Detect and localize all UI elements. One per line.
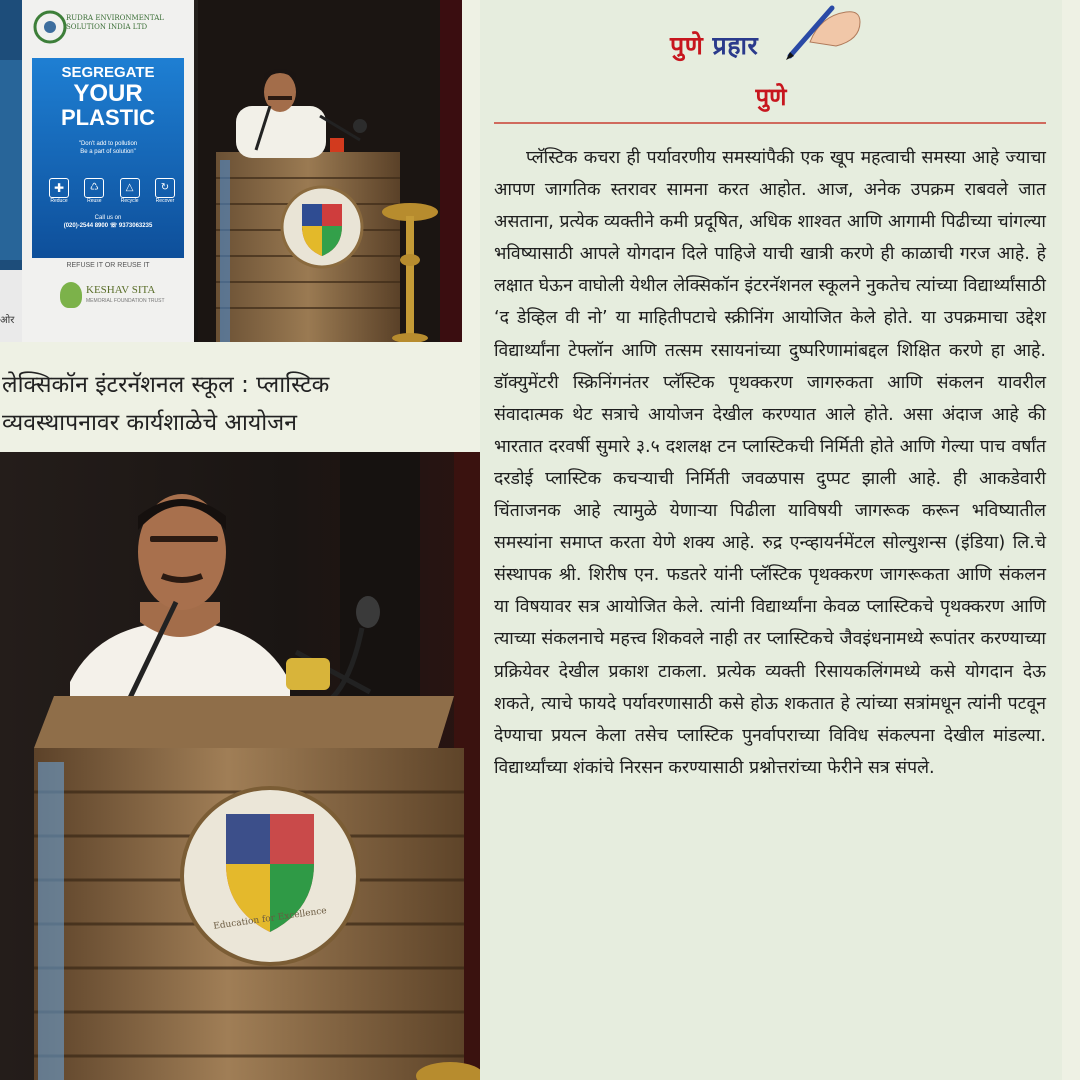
- podium-motto: Education for Excellence: [212, 906, 328, 932]
- newspaper-masthead: [670, 28, 758, 62]
- banner-line-2: YOUR: [73, 80, 143, 107]
- plus-icon: ✚: [49, 178, 69, 198]
- article-panel: [480, 0, 1062, 1080]
- masthead-part-2: प्रहार: [712, 31, 759, 60]
- hand-pen-icon: [780, 2, 862, 60]
- step-recycle: △ Recycle: [117, 178, 143, 204]
- step-reduce: ✚ Reduce: [46, 178, 72, 204]
- banner-steps: [46, 178, 178, 204]
- step-recover: ↻ Recover: [152, 178, 178, 204]
- banner-headline: [32, 64, 184, 156]
- banner-org: RUDRA ENVIRONMENTAL SOLUTION INDIA LTD: [66, 14, 164, 31]
- podium-closeup: [34, 696, 464, 1080]
- article-body: प्लॅस्टिक कचरा ही पर्यावरणीय समस्यांपैकी एक खूप महत्वाची समस्या आहे ज्याचा आपण जागतिक स्तरावर सामना करत आहोत. आज, अनेक उपक्रम राबवले जात असताना, प्रत्येक व्यक्तीने कमी प्रदूषित, अधिक शाश्वत आणि आगामी पिढीच्या चांगल्या भविष्यासाठी आपले योगदान दिले पाहिजे याची खात्री करणे ही काळाची गरज आहे. हे लक्षात घेऊन वाघोली येथील लेक्सिकॉन इंटरनॅशनल स्कूलने नुकतेच त्यांच्या विद्यार्थ्यांसाठी ‘द डेव्हिल वी नो’ या माहितीपटाचे स्क्रीनिंग आयोजित केले होते. या उपक्रमाचा उद्देश विद्यार्थ्यांना टेफ्लॉन आणि तत्सम रसायनांच्या दुष्परिणामांबद्दल शिक्षित करणे हा आहे. डॉक्युमेंटरी स्क्रिनिंगनंतर प्लॅस्टिक पृथक्करण जागरुकता आणि संकलन यावरील संवादात्मक थेट सत्राचे आयोजन देखील करण्यात आले होते. असा अंदाज आहे की भारतात दरवर्षी सुमारे ३.५ दशलक्ष टन प्लास्टिकची निर्मिती होते आणि गेल्या पाच वर्षांत दरडोई प्लास्टिक कचऱ्याची निर्मिती जवळपास दुप्पट झाली आहे. ही आकडेवारी चिंताजनक आहे त्यामुळे येणाऱ्या पिढीला याविषयी जागरूक करून भविष्यातील समस्यांना समाप्त करता येणे शक्य आहे. रुद्र एन्व्हायर्नमेंटल सोल्युशन्स (इंडिया) लि.चे संस्थापक श्री. शिरीष एन. फडतरे यांनी प्लॅस्टिक पृथक्करण जागरूकता आणि संकलन या विषयावर सत्र आयोजित केले. त्यांनी विद्यार्थ्यांना केवळ प्लास्टिकचे पृथक्करण आणि त्याच्या संकलनाचे महत्त्व शिकवले नाही तर प्लास्टिकचे जैवइंधनामध्ये रूपांतर करण्याच्या प्रक्रियेवर देखील प्रकाश टाकला. प्रत्येक व्यक्ती रिसायकलिंगमध्ये कसे योगदान देऊ शकते, त्याचे फायदे पर्यावरणासाठी कसे होऊ शकतात हे त्यांच्या सत्रांमधून त्यांनी पटवून देण्याचा प्रयत्न केला तसेच प्लास्टिक पुनर्वापराच्या विविध संकल्पना देखील मांडल्या. विद्यार्थ्यांच्या शंकांचे निरसन करण्यासाठी प्रश्नोत्तरांच्या फेरीने सत्र संपले.: [494, 148, 1046, 778]
- triangle-icon: △: [120, 178, 140, 198]
- divider-rule: [494, 122, 1046, 124]
- dateline-city: पुणे: [755, 83, 787, 111]
- banner-line-3: PLASTIC: [60, 105, 156, 130]
- banner-line-1: SEGREGATE: [61, 64, 155, 81]
- banner-refuse: REFUSE IT OR REUSE IT: [66, 262, 150, 269]
- step-reuse: ♺ Reuse: [81, 178, 107, 204]
- photo-speaker-closeup: [0, 452, 484, 1080]
- recover-icon: ↻: [155, 178, 175, 198]
- masthead-part-1: पुणे: [670, 31, 704, 60]
- banner-contact: Call us on (020)-2544 8900 ☏ 9373063235: [63, 215, 153, 229]
- photo-speaker-wide: RUDRA ENVIRONMENTAL SOLUTION INDIA LTD SEGREGATE YOUR PLASTIC "Don't add to pollution Be a part of solution" ✚ Reduce ♺ Reuse △ Recycle ↻ Recover Call us on (020)-2544 8900 ☏ 9373063235 REFUSE IT OR REUSE IT KESHAV SITA MEMORIAL FOUNDATION TRUST ओर: [0, 0, 462, 342]
- photo-caption: लेक्सिकॉन इंटरनॅशनल स्कूल : प्लास्टिक व्यवस्थापनावर कार्यशाळेचे आयोजन: [2, 372, 330, 436]
- podium: [216, 152, 400, 342]
- banner-tagline-1: "Don't add to pollution: [78, 141, 138, 147]
- reuse-icon: ♺: [84, 178, 104, 198]
- side-text: ओर: [0, 315, 15, 326]
- banner-tagline-2: Be a part of solution": [80, 149, 136, 155]
- leaf-logo-icon: [60, 282, 82, 308]
